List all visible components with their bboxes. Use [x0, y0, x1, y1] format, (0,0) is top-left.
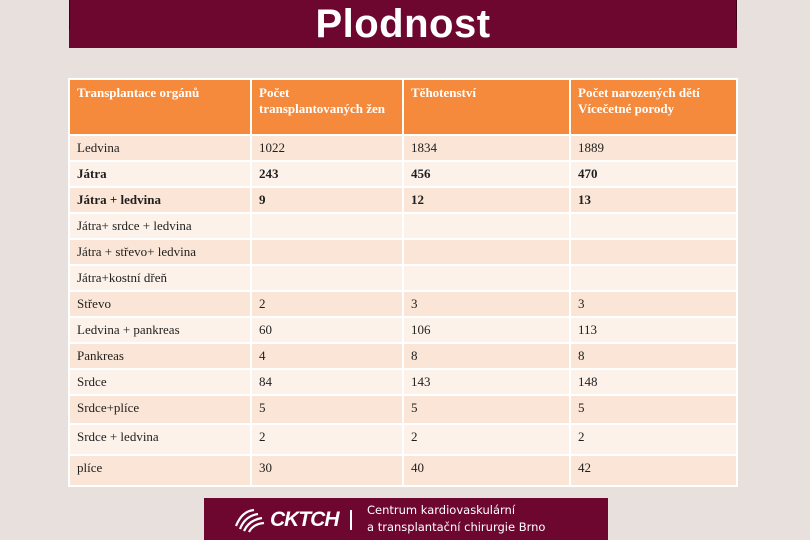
table-row	[69, 161, 737, 187]
table-cell: 113	[570, 317, 737, 343]
table-cell	[570, 239, 737, 265]
table-cell: 12	[403, 187, 570, 213]
table-cell: 5	[570, 395, 737, 424]
heart-logo-icon	[232, 507, 266, 533]
footer-line-2: a transplantační chirurgie Brno	[367, 520, 546, 534]
page-title: Plodnost	[315, 2, 491, 46]
table-cell: Ledvina	[69, 135, 251, 161]
table-cell	[251, 239, 403, 265]
table-row	[69, 291, 737, 317]
table-row	[69, 239, 737, 265]
table-cell: 143	[403, 369, 570, 395]
table-cell: 4	[251, 343, 403, 369]
table-row	[69, 265, 737, 291]
table-cell: 243	[251, 161, 403, 187]
header-pregnancies	[403, 79, 570, 135]
header-children-sublabel: Vícečetné porody	[578, 101, 675, 116]
table-cell: 2	[403, 424, 570, 455]
table-cell: Srdce + ledvina	[69, 424, 251, 455]
logo-divider	[350, 510, 352, 530]
fertility-table	[68, 78, 738, 487]
table-cell: Střevo	[69, 291, 251, 317]
table-cell: 2	[251, 424, 403, 455]
table-cell: Srdce	[69, 369, 251, 395]
footer-institution-name	[367, 502, 545, 536]
table-row	[69, 317, 737, 343]
table-cell: 2	[570, 424, 737, 455]
footer-line-1: Centrum kardiovaskulární	[367, 503, 516, 517]
table-cell: 8	[403, 343, 570, 369]
table-row	[69, 343, 737, 369]
table-header-row	[69, 79, 737, 135]
header-organ	[69, 79, 251, 135]
table-cell: 1022	[251, 135, 403, 161]
table-row	[69, 395, 737, 424]
header-children	[570, 79, 737, 135]
table-cell	[251, 213, 403, 239]
table-row	[69, 369, 737, 395]
table-cell: Játra+kostní dřeň	[69, 265, 251, 291]
header-women-count	[251, 79, 403, 135]
table-cell: 84	[251, 369, 403, 395]
table-cell	[403, 265, 570, 291]
table-cell: Pankreas	[69, 343, 251, 369]
table-cell: 3	[570, 291, 737, 317]
table-cell	[403, 213, 570, 239]
table-cell: 1834	[403, 135, 570, 161]
header-women-count-label: Počet transplantovaných žen	[259, 85, 386, 116]
table-cell: 148	[570, 369, 737, 395]
footer-banner	[204, 498, 608, 540]
table-cell: 13	[570, 187, 737, 213]
title-bar	[69, 0, 737, 48]
table-row	[69, 187, 737, 213]
table-cell: Játra + ledvina	[69, 187, 251, 213]
table-cell: 3	[403, 291, 570, 317]
table-cell: 9	[251, 187, 403, 213]
table-cell: Játra	[69, 161, 251, 187]
table-cell: 40	[403, 455, 570, 486]
table-cell: 456	[403, 161, 570, 187]
header-organ-label: Transplantace orgánů	[77, 85, 200, 100]
table-cell: Játra + střevo+ ledvina	[69, 239, 251, 265]
table-cell	[570, 213, 737, 239]
table-cell: 30	[251, 455, 403, 486]
table-row	[69, 135, 737, 161]
table-cell: 5	[403, 395, 570, 424]
table-cell: plíce	[69, 455, 251, 486]
table-cell: 8	[570, 343, 737, 369]
table-cell: 42	[570, 455, 737, 486]
table-cell: 106	[403, 317, 570, 343]
table-row	[69, 213, 737, 239]
logo-text: CKTCH	[270, 508, 339, 531]
table-cell: 5	[251, 395, 403, 424]
fertility-table-container	[68, 78, 736, 487]
table-cell: 2	[251, 291, 403, 317]
table-cell	[251, 265, 403, 291]
table-cell: Játra+ srdce + ledvina	[69, 213, 251, 239]
table-cell	[570, 265, 737, 291]
header-children-label: Počet narozených dětí	[578, 85, 700, 100]
table-cell: 470	[570, 161, 737, 187]
table-row	[69, 455, 737, 486]
table-cell: 60	[251, 317, 403, 343]
table-row	[69, 424, 737, 455]
table-cell: Srdce+plíce	[69, 395, 251, 424]
cktch-logo	[232, 506, 339, 534]
table-cell	[403, 239, 570, 265]
table-cell: Ledvina + pankreas	[69, 317, 251, 343]
header-pregnancies-label: Těhotenství	[411, 85, 476, 100]
table-cell: 1889	[570, 135, 737, 161]
